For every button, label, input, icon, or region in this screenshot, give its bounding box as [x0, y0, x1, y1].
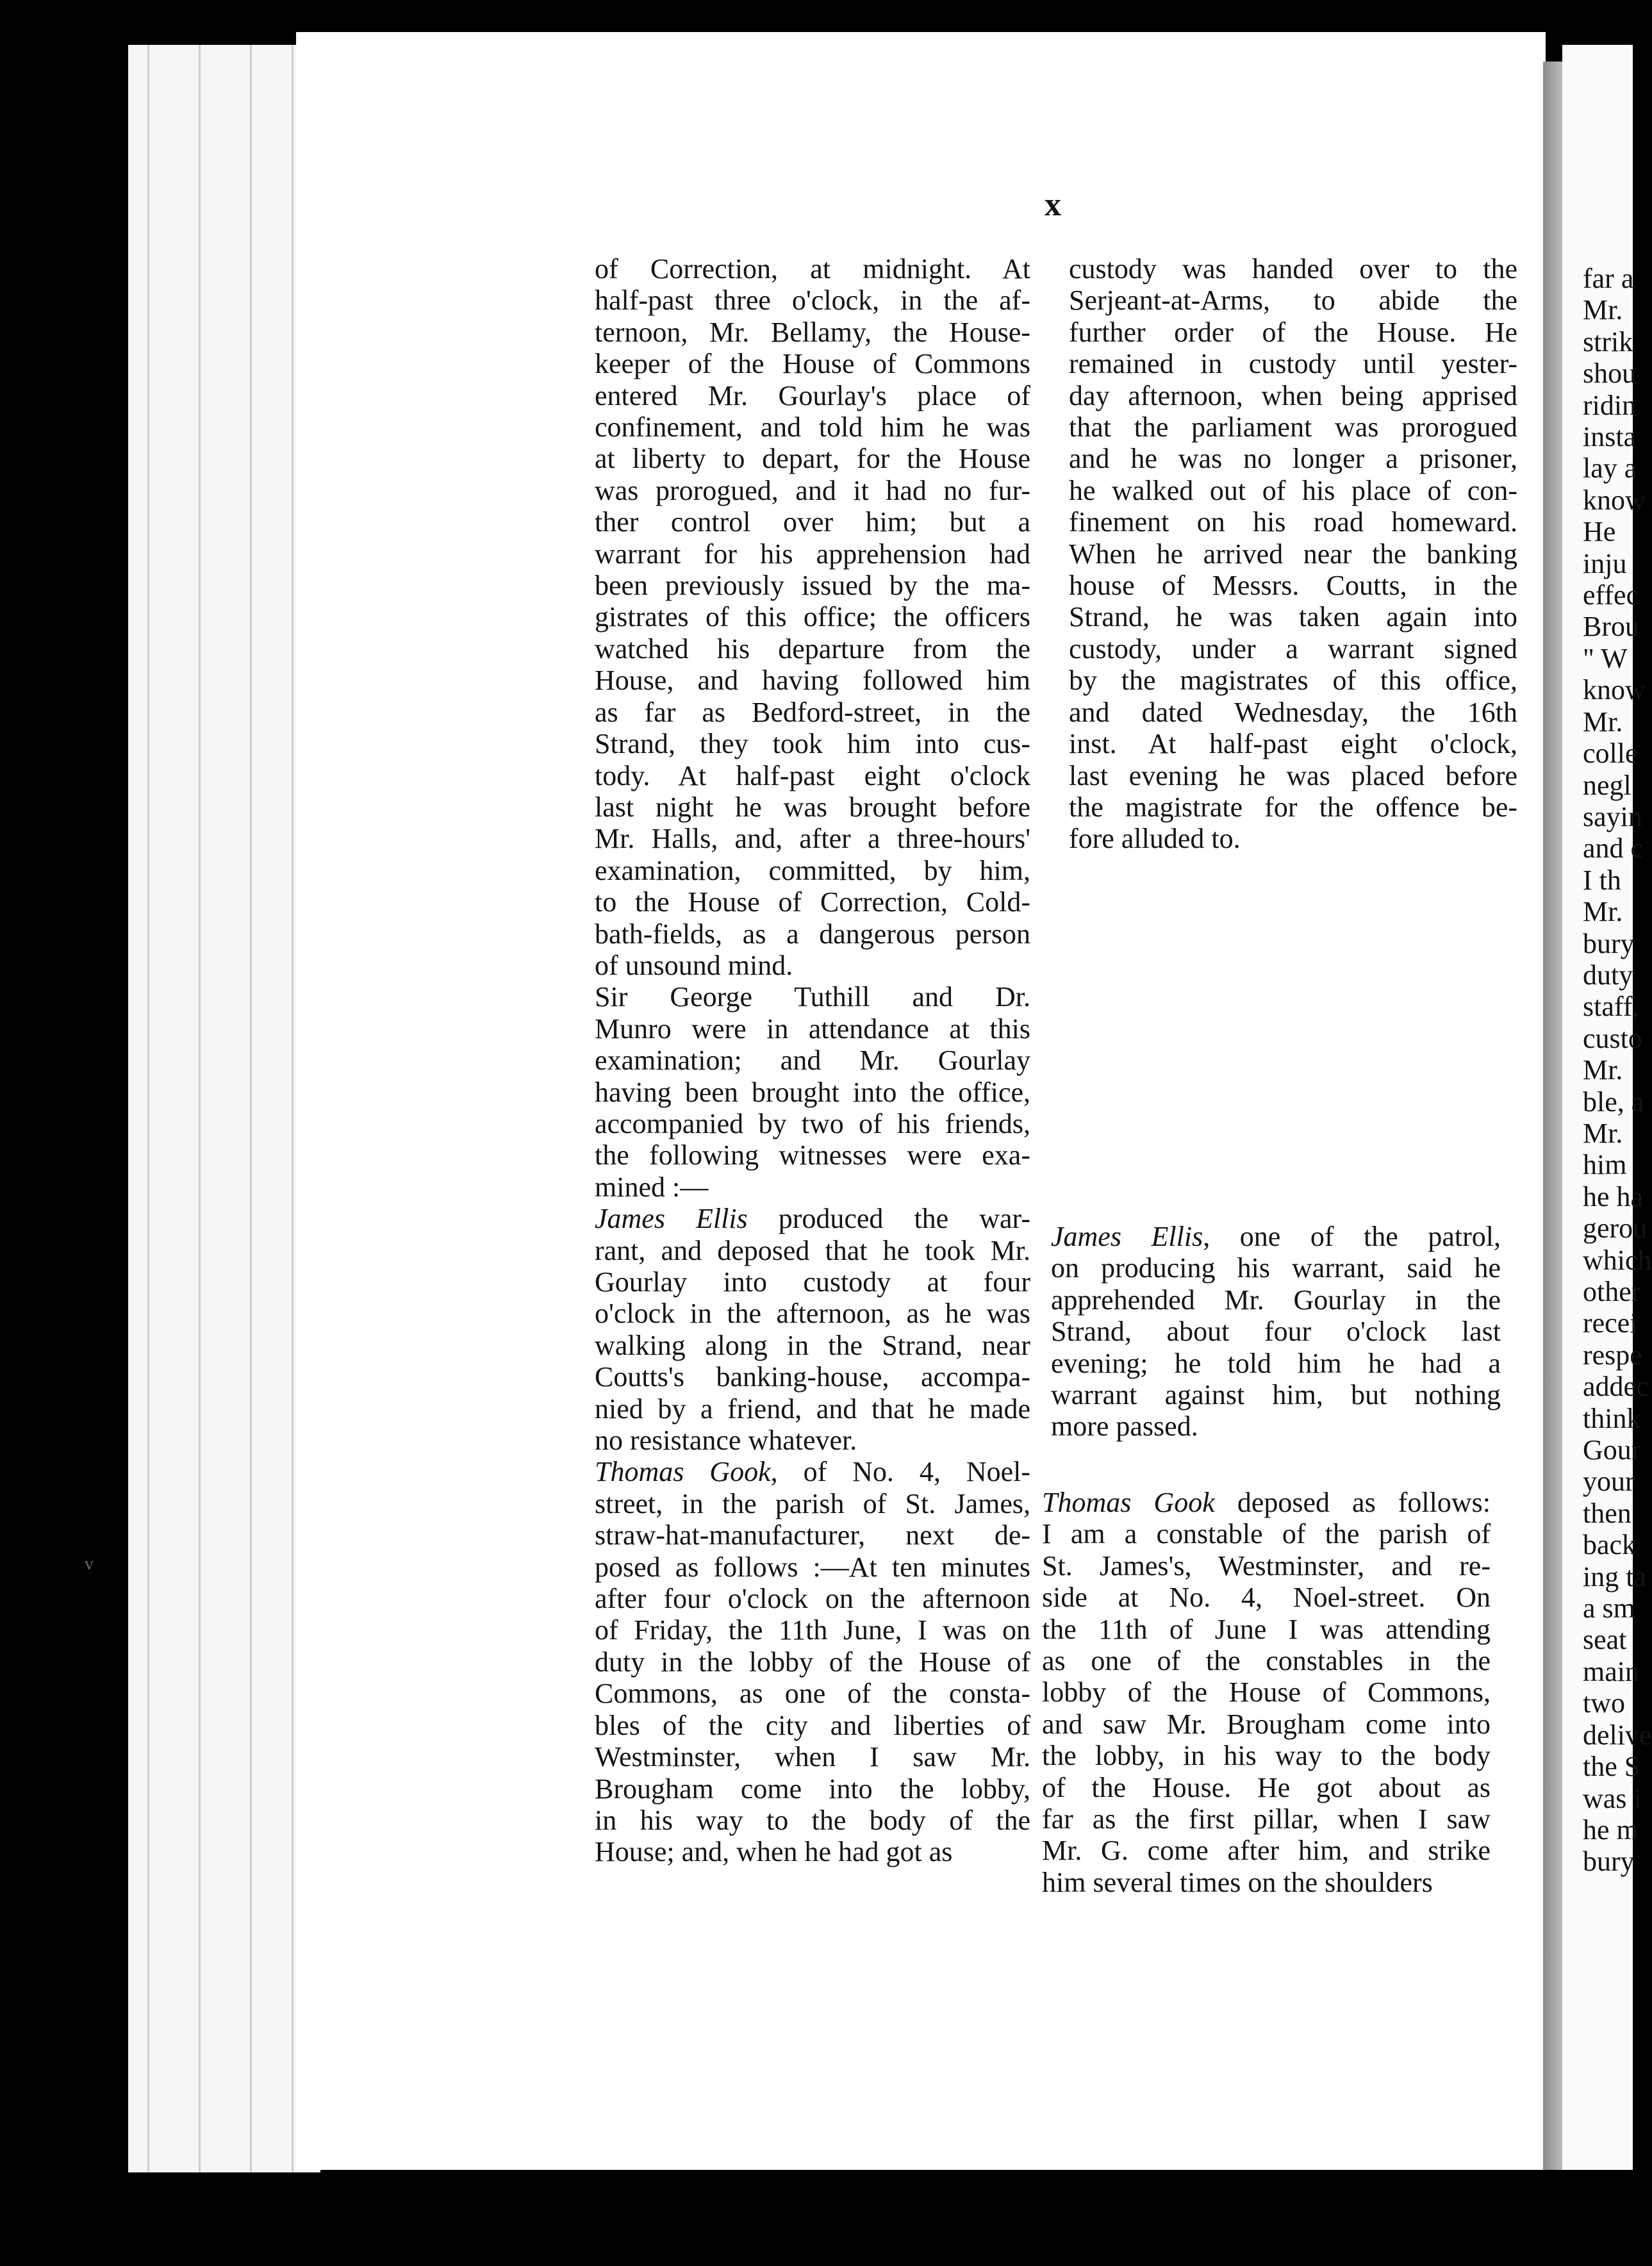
text-line: been previously issued by the ma- [595, 570, 1030, 602]
facing-page-line: inju [1583, 547, 1627, 579]
text-line: examination, committed, by him, [595, 854, 1030, 886]
facing-page-line: ing ta [1583, 1560, 1646, 1592]
text-line: tody. At half-past eight o'clock [595, 759, 1030, 791]
facing-page-line: shou [1583, 358, 1637, 390]
text-line: custody was handed over to the [1069, 253, 1517, 285]
facing-page-line: Mr. [1583, 294, 1623, 326]
facing-page-line: gerou [1583, 1212, 1648, 1245]
text-line: warrant against him, but nothing [1051, 1379, 1501, 1411]
text-line: of unsound mind. [595, 949, 793, 981]
text-line: apprehended Mr. Gourlay in the [1051, 1284, 1501, 1316]
text-line: on producing his warrant, said he [1051, 1252, 1501, 1284]
text-line: Mr. Halls, and, after a three-hours' [595, 823, 1030, 855]
text-line: Westminster, when I saw Mr. [595, 1741, 1030, 1773]
text-line: James Ellis produced the war- [595, 1203, 1030, 1235]
facing-page-line: know [1583, 674, 1646, 706]
text-line: keeper of the House of Commons [595, 348, 1030, 380]
facing-page-line: staff, [1583, 991, 1640, 1023]
text-line: watched his departure from the [595, 633, 1030, 665]
text-line: mined :— [595, 1171, 709, 1203]
facing-page-line: then [1583, 1497, 1631, 1529]
text-line: Thomas Gook, of No. 4, Noel- [595, 1456, 1030, 1488]
text-line: I am a constable of the parish of [1042, 1518, 1491, 1550]
text-line: of Friday, the 11th June, I was on [595, 1614, 1030, 1646]
text-line: bath-fields, as a dangerous person [595, 918, 1030, 950]
text-line: him several times on the shoulders [1042, 1866, 1433, 1898]
text-line: after four o'clock on the afternoon [595, 1583, 1030, 1615]
text-line: St. James's, Westminster, and re- [1042, 1550, 1491, 1582]
text-line: bles of the city and liberties of [595, 1709, 1030, 1741]
facing-page-line: the S [1583, 1751, 1640, 1783]
facing-page-line: bury [1583, 927, 1635, 959]
text-line: house of Messrs. Coutts, in the [1069, 570, 1517, 602]
facing-page-line: far a [1583, 263, 1634, 294]
text-line: ternoon, Mr. Bellamy, the House- [595, 316, 1030, 348]
facing-page-line: Mr. [1583, 1117, 1623, 1149]
text-line: the lobby, in his way to the body [1042, 1740, 1491, 1772]
facing-page-line: he ha [1583, 1180, 1644, 1212]
text-line: examination; and Mr. Gourlay [595, 1045, 1030, 1077]
text-line: the following witnesses were exa- [595, 1139, 1030, 1171]
text-line: Mr. G. come after him, and strike [1042, 1835, 1491, 1867]
facing-page-line: bury [1583, 1846, 1635, 1878]
text-line: Brougham come into the lobby, [595, 1773, 1030, 1805]
text-line: half-past three o'clock, in the af- [595, 285, 1030, 317]
text-line: he walked out of his place of con- [1069, 474, 1517, 506]
text-line: Commons, as one of the consta- [595, 1678, 1030, 1710]
facing-page-line: and c [1583, 832, 1644, 864]
text-line: custody, under a warrant signed [1069, 633, 1517, 665]
text-line: at liberty to depart, for the House [595, 443, 1030, 475]
text-line: Coutts's banking-house, accompa- [595, 1361, 1030, 1393]
text-line: Strand, about four o'clock last [1051, 1316, 1501, 1348]
facing-page-line: back [1583, 1529, 1637, 1561]
facing-page-line: effec [1583, 579, 1639, 611]
text-line: gistrates of this office; the officers [595, 601, 1030, 633]
text-line: finement on his road homeward. [1069, 506, 1517, 538]
text-line: in his way to the body of the [595, 1804, 1030, 1836]
text-line: more passed. [1051, 1410, 1198, 1443]
text-line: of Correction, at midnight. At [595, 253, 1030, 285]
text-line: entered Mr. Gourlay's place of [595, 379, 1030, 411]
facing-page-line: duty [1583, 959, 1633, 991]
page-folio: x [1045, 186, 1061, 223]
text-line: remained in custody until yester- [1069, 348, 1517, 380]
facing-page-line: he m [1583, 1814, 1639, 1846]
text-line: House; and, when he had got as [595, 1836, 953, 1868]
facing-page-line: think [1583, 1402, 1641, 1434]
text-line: to the House of Correction, Cold- [595, 886, 1030, 918]
left-column-text [595, 253, 1030, 1868]
text-line: confinement, and told him he was [595, 411, 1030, 443]
facing-page-line: I th [1583, 864, 1621, 896]
facing-page-line: Mr. [1583, 896, 1623, 928]
text-line: evening; he told him he had a [1051, 1347, 1501, 1379]
facing-page-line: sayin [1583, 800, 1642, 832]
facing-page-line: strik [1583, 326, 1633, 358]
facing-page-line: other [1583, 1276, 1641, 1307]
text-line: warrant for his apprehension had [595, 538, 1030, 570]
facing-page-line: a sm [1583, 1592, 1635, 1625]
text-line: nied by a friend, and that he made [595, 1393, 1030, 1425]
text-line: no resistance whatever. [595, 1425, 857, 1457]
book-spine-shadow [1543, 62, 1562, 2170]
text-line: duty in the lobby of the House of [595, 1646, 1030, 1678]
text-line: having been brought into the office, [595, 1076, 1030, 1108]
facing-page-line: " W [1583, 642, 1628, 674]
text-line: o'clock in the afternoon, as he was [595, 1298, 1030, 1330]
text-line: Serjeant-at-Arms, to abide the [1069, 285, 1517, 317]
right-column-top-text [1069, 253, 1517, 855]
text-line: of the House. He got about as [1042, 1771, 1491, 1803]
text-line: When he arrived near the banking [1069, 538, 1517, 570]
text-line: James Ellis, one of the patrol, [1051, 1221, 1501, 1252]
text-line: Strand, they took him into cus- [595, 728, 1030, 760]
facing-page-fragments [1583, 263, 1652, 1878]
page-stack-edge [128, 45, 320, 2172]
facing-page-line: main [1583, 1655, 1639, 1687]
facing-page-line: Brou [1583, 611, 1639, 643]
text-line: as far as Bedford-street, in the [595, 696, 1030, 728]
text-line: Gourlay into custody at four [595, 1266, 1030, 1298]
facing-page-line: him [1583, 1149, 1627, 1181]
page-edge-line [147, 45, 149, 2172]
text-line: the magistrate for the offence be- [1069, 791, 1517, 823]
text-line: further order of the House. He [1069, 316, 1517, 348]
text-line: Munro were in attendance at this [595, 1013, 1030, 1045]
facing-page-line: know [1583, 484, 1646, 516]
text-line: last evening he was placed before [1069, 759, 1517, 791]
text-line: lobby of the House of Commons, [1042, 1676, 1491, 1708]
text-line: that the parliament was prorogued [1069, 411, 1517, 443]
facing-page-line: which [1583, 1244, 1652, 1276]
text-line: fore alluded to. [1069, 823, 1241, 855]
text-line: rant, and deposed that he took Mr. [595, 1234, 1030, 1266]
facing-page-line: Mr. [1583, 706, 1623, 738]
text-line: was prorogued, and it had no fur- [595, 474, 1030, 506]
text-line: day afternoon, when being apprised [1069, 379, 1517, 411]
text-line: the 11th of June I was attending [1042, 1613, 1491, 1645]
page-edge-line [292, 45, 293, 2172]
text-line: and he was no longer a prisoner, [1069, 443, 1517, 475]
margin-mark: v [85, 1554, 94, 1574]
text-line: Thomas Gook deposed as follows: [1042, 1487, 1491, 1518]
text-line: straw-hat-manufacturer, next de- [595, 1519, 1030, 1551]
page-edge-line [250, 45, 252, 2172]
facing-page-line: colle [1583, 738, 1638, 770]
facing-page-line: ridin [1583, 389, 1637, 421]
facing-page-line: addec [1583, 1371, 1649, 1403]
facing-page-line: delive [1583, 1719, 1652, 1751]
facing-page-line: ble, a [1583, 1086, 1644, 1118]
right-column-bottom-text [1042, 1487, 1491, 1898]
text-line: Sir George Tuthill and Dr. [595, 981, 1030, 1013]
text-line: Strand, he was taken again into [1069, 601, 1517, 633]
facing-page-line: Gour [1583, 1434, 1641, 1466]
text-line: as one of the constables in the [1042, 1645, 1491, 1677]
text-line: street, in the parish of St. James, [595, 1487, 1030, 1519]
text-line: and saw Mr. Brougham come into [1042, 1708, 1491, 1740]
text-line: ther control over him; but a [595, 506, 1030, 538]
facing-page-line: seat [1583, 1624, 1627, 1656]
facing-page-line: custo [1583, 1022, 1642, 1054]
facing-page-line: your [1583, 1466, 1635, 1498]
facing-page-line: respe [1583, 1339, 1642, 1371]
facing-page-line: two [1583, 1687, 1625, 1719]
text-line: and dated Wednesday, the 16th [1069, 696, 1517, 728]
facing-page-line: lay a [1583, 452, 1637, 484]
text-line: accompanied by two of his friends, [595, 1107, 1030, 1139]
text-line: side at No. 4, Noel-street. On [1042, 1582, 1491, 1614]
facing-page-line: insta [1583, 421, 1637, 453]
right-column-middle-text [1051, 1221, 1501, 1443]
facing-page-line: was i [1583, 1782, 1642, 1814]
text-line: far as the first pillar, when I saw [1042, 1803, 1491, 1835]
page-edge-line [199, 45, 201, 2172]
text-line: House, and having followed him [595, 665, 1030, 697]
text-line: walking along in the Strand, near [595, 1329, 1030, 1361]
facing-page-line: recei [1583, 1307, 1638, 1339]
text-line: inst. At half-past eight o'clock, [1069, 728, 1517, 760]
facing-page-line: Mr. [1583, 1054, 1623, 1086]
text-line: by the magistrates of this office, [1069, 665, 1517, 697]
facing-page-line: negl [1583, 769, 1631, 801]
text-line: posed as follows :—At ten minutes [595, 1551, 1030, 1583]
text-line: last night he was brought before [595, 791, 1030, 823]
facing-page-line: He [1583, 516, 1616, 548]
